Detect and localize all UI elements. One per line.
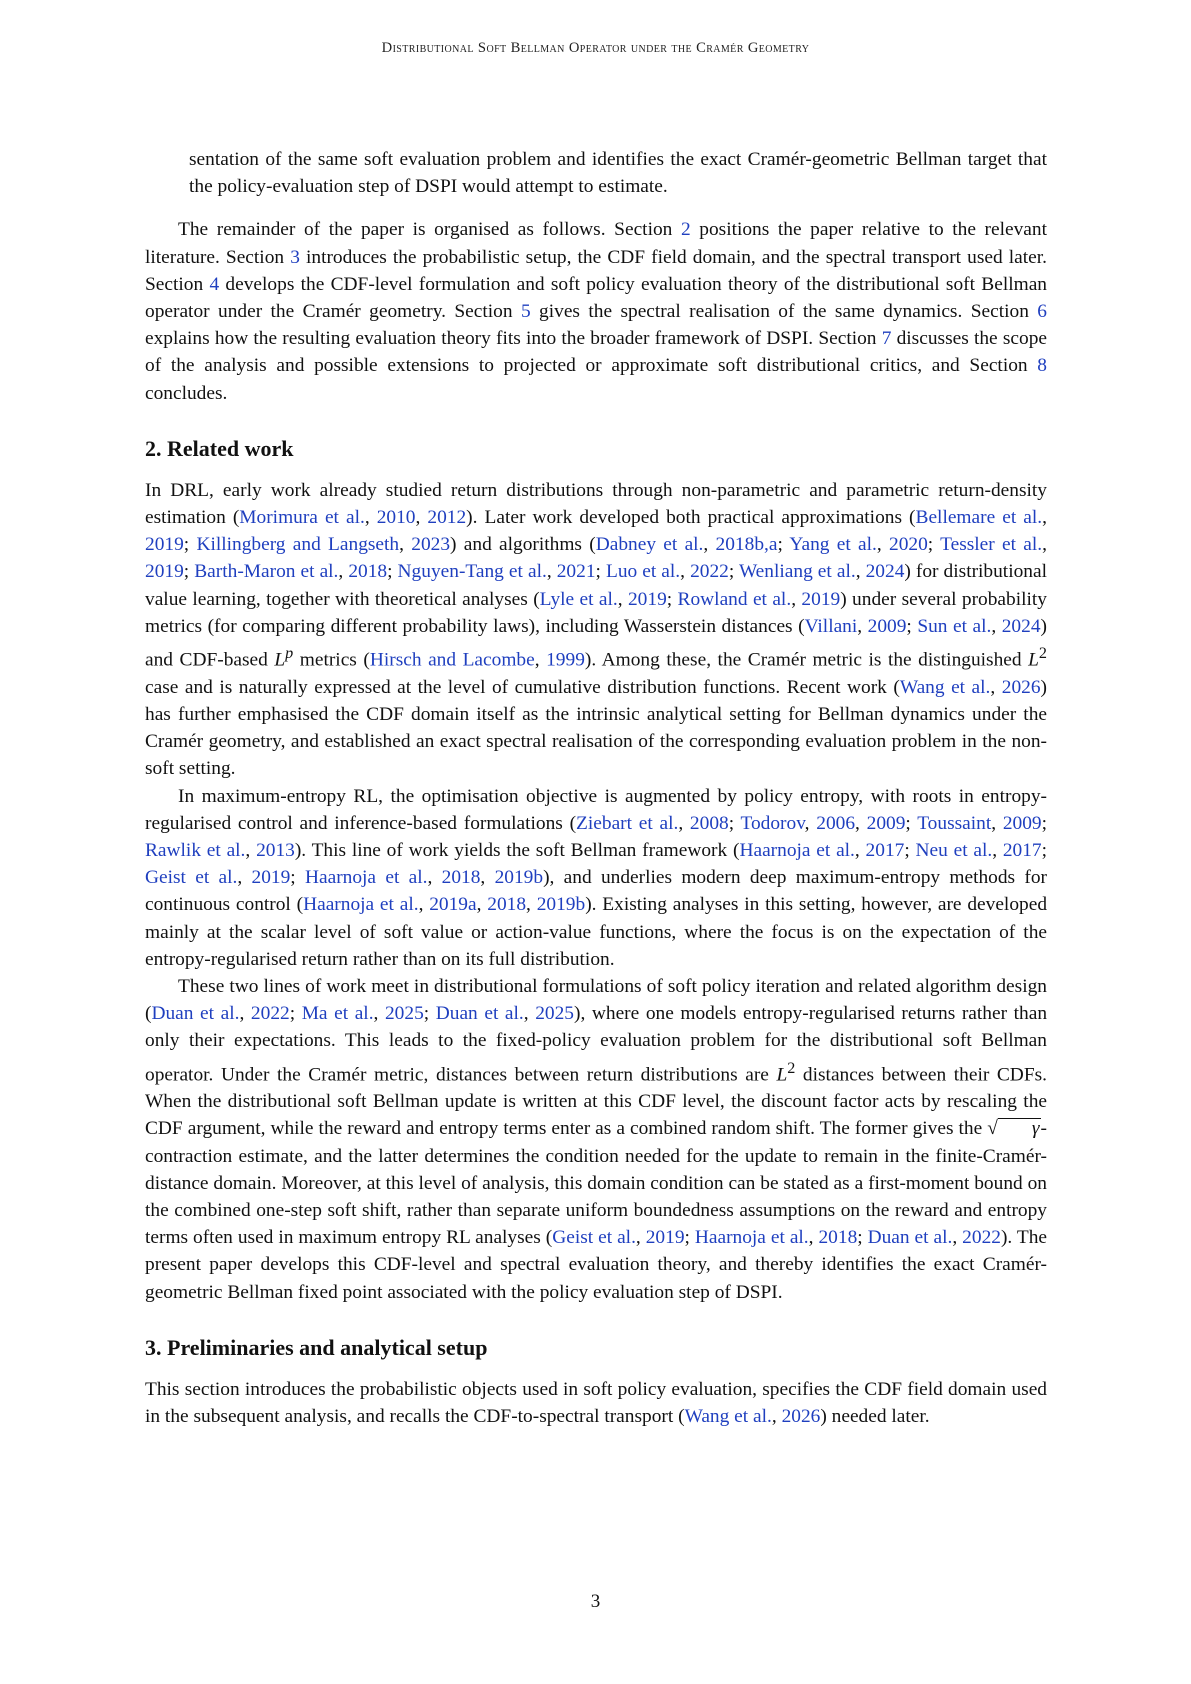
section-ref-5[interactable]: 5 — [520, 301, 531, 323]
section-heading-preliminaries: 3. Preliminaries and analytical setup — [145, 1334, 488, 1360]
section-heading-related-work: 2. Related work — [145, 435, 294, 461]
citation[interactable]: Wang et al. — [684, 1406, 772, 1428]
citation[interactable]: Wang et al. — [899, 676, 991, 698]
citation[interactable]: 2022 — [962, 1227, 1001, 1249]
citation[interactable]: 2019 — [251, 867, 291, 889]
citation[interactable]: Barth-Maron et al. — [194, 561, 339, 583]
math-L: L — [1028, 649, 1039, 671]
citation[interactable]: 2009 — [867, 615, 907, 637]
related-work-paragraph-2: In maximum-entropy RL, the optimisation objective is augmented by policy entropy, with roots in entropy-regularised control and inference-based formulations (Ziebart et al., 2008; Todorov, 2006, 2009; Toussaint, 2009; Rawlik et al., 2013). This line of work yields the soft Bellman framework (Haarnoja et al., 2017; Neu et al., 2017; Geist et al., 2019; Haarnoja et al., 2018, 2019b), and underlies modern deep maximum-entropy methods for continuous control (Haarnoja et al., 2019a, 2018, 2019b). Existing analyses in this setting, however, are developed mainly at the scalar level of soft value or action-value functions, where the focus is on the expectation of the entropy-regularised return rather than on its full distribution. — [145, 785, 1048, 970]
citation[interactable]: 2018b,a — [715, 534, 778, 556]
related-work-paragraph-1: In DRL, early work already studied return distributions through non-parametric and parametric return-density estimation (Morimura et al., 2010, 2012). Later work developed both practical approximations (Bellemare et al., 2019; Killingberg and Langseth, 2023) and algorithms (Dabney et al., 2018b,a; Yang et al., 2020; Tessler et al., 2019; Barth-Maron et al., 2018; Nguyen-Tang et al., 2021; Luo et al., 2022; Wenliang et al., 2024) for distributional value learning, together with theoretical analyses (Lyle et al., 2019; Rowland et al., 2019) under several probability metrics (for comparing different probability laws), including Wasserstein distances (Villani, 2009; Sun et al., 2024) and CDF-based $L^p$ metrics (Hirsch and Lacombe, 1999). Among these, the Cramér metric is the distinguished $L^2$ case and is naturally expressed at the level of cumulative distribution functions. Recent work (Wang et al., 2026) has further emphasised the CDF domain itself as the intrinsic analytical setting for Bellman dynamics under the Cramér geometry, and established an exact spectral realisation of the corresponding evaluation problem in the non-soft setting. — [145, 479, 1047, 780]
section-ref-6[interactable]: 6 — [1037, 301, 1047, 323]
running-head — [0, 40, 1191, 57]
math-L: L — [776, 1064, 788, 1086]
citation[interactable]: 2017 — [865, 839, 905, 861]
citation[interactable]: Haarnoja et al. — [303, 894, 419, 916]
citation[interactable]: Haarnoja et al. — [739, 839, 855, 861]
math-gamma: γ — [1031, 1118, 1040, 1140]
citation[interactable]: Duan et al. — [867, 1227, 953, 1249]
citation[interactable]: 2022 — [690, 561, 729, 583]
section-ref-2[interactable]: 2 — [680, 219, 691, 241]
citation[interactable]: Ziebart et al. — [576, 812, 679, 834]
citation[interactable]: 2025 — [535, 1003, 574, 1025]
math-superscript: 2 — [1038, 645, 1047, 663]
citation[interactable]: 2019 — [145, 534, 184, 556]
citation[interactable]: Luo et al. — [605, 561, 681, 583]
citation[interactable]: Bellemare et al. — [915, 507, 1043, 529]
math-superscript: 2 — [787, 1059, 796, 1077]
citation[interactable]: Duan et al. — [435, 1003, 524, 1025]
citation[interactable]: Morimura et al. — [239, 507, 365, 529]
citation[interactable]: 2019 — [145, 561, 184, 583]
citation[interactable]: 2022 — [250, 1003, 290, 1025]
citation[interactable]: Geist et al. — [145, 867, 238, 889]
citation[interactable]: 2024 — [1001, 615, 1041, 637]
continued-paragraph: sentation of the same soft evaluation problem and identifies the exact Cramér-geometric Bellman target that the policy-evaluation step of DSPI would attempt to estimate. — [189, 149, 1047, 198]
citation[interactable]: Wenliang et al. — [738, 561, 856, 583]
section-ref-7[interactable]: 7 — [881, 328, 892, 350]
citation[interactable]: Neu et al. — [915, 839, 993, 861]
citation[interactable]: 2019 — [645, 1227, 685, 1249]
section-ref-8[interactable]: 8 — [1037, 355, 1047, 377]
citation[interactable]: Haarnoja et al. — [694, 1227, 809, 1249]
citation[interactable]: Rawlik et al. — [145, 839, 246, 861]
citation[interactable]: 2019b — [536, 894, 586, 916]
citation[interactable]: Killingberg and Langseth — [196, 534, 400, 556]
citation[interactable]: Villani — [804, 615, 858, 637]
citation[interactable]: 2020 — [889, 534, 928, 556]
citation[interactable]: 2024 — [865, 561, 905, 583]
citation[interactable]: 2018 — [441, 867, 481, 889]
citation[interactable]: 2018 — [818, 1227, 858, 1249]
citation[interactable]: Geist et al. — [552, 1227, 636, 1249]
preliminaries-paragraph-1: This section introduces the probabilistic objects used in soft policy evaluation, specifies the CDF field domain used in the subsequent analysis, and recalls the CDF-to-spectral transport (Wang et al., 2026) needed later. — [145, 1378, 1047, 1428]
citation[interactable]: 2017 — [1002, 839, 1042, 861]
citation[interactable]: 2018 — [487, 894, 527, 916]
citation[interactable]: 2018 — [348, 561, 388, 583]
citation[interactable]: Haarnoja et al. — [304, 867, 428, 889]
citation[interactable]: 2013 — [256, 839, 295, 861]
citation[interactable]: Dabney et al. — [595, 534, 704, 556]
citation[interactable]: Rowland et al. — [677, 588, 792, 610]
citation[interactable]: Sun et al. — [917, 615, 992, 637]
citation[interactable]: Yang et al. — [789, 534, 877, 556]
citation[interactable]: Toussaint — [917, 812, 992, 834]
citation[interactable]: 1999 — [546, 649, 585, 671]
math-sqrt-gamma — [987, 1118, 1040, 1139]
math-L: L — [274, 649, 286, 671]
section-ref-4[interactable]: 4 — [209, 273, 220, 295]
citation[interactable]: 2021 — [556, 561, 596, 583]
math-superscript: p — [285, 645, 294, 663]
citation[interactable]: 2019 — [627, 588, 667, 610]
citation[interactable]: Hirsch and Lacombe — [369, 649, 535, 671]
citation[interactable]: 2006 — [816, 812, 856, 834]
citation[interactable]: 2010 — [376, 507, 416, 529]
related-work-paragraph-3: These two lines of work meet in distributional formulations of soft policy iteration and related algorithm design (Duan et al., 2022; Ma et al., 2025; Duan et al., 2025), where one models entropy-regularised returns rather than only their expectations. This leads to the fixed-policy evaluation problem for the distributional soft Bellman operator. Under the Cramér metric, distances between return distributions are $L^2$ distances between their CDFs. When the distributional soft Bellman update is written at this CDF level, the discount factor acts by rescaling the CDF argument, while the reward and entropy terms enter as a combined random shift. The former gives the √ γ-contraction estimate, and the latter determines the condition needed for the update to remain in the finite-Cramér-distance domain. Moreover, at this level of analysis, this domain condition can be stated as a first-moment bound on the combined one-step soft shift, rather than separate uniform boundedness assumptions on the reward and entropy terms often used in maximum entropy RL analyses (Geist et al., 2019; Haarnoja et al., 2018; Duan et al., 2022). The present paper develops this CDF-level and spectral evaluation theory, and thereby identifies the exact Cramér-geometric Bellman fixed point associated with the policy evaluation step of DSPI. — [145, 975, 1048, 1303]
sqrt-symbol: √ — [987, 1118, 998, 1140]
outline-paragraph: The remainder of the paper is organised as follows. Section 2 positions the paper relative to the relevant literature. Section 3 introduces the probabilistic setup, the CDF field domain, and the spectral transport used later. Section 4 develops the CDF-level formulation and soft policy evaluation theory of the distributional soft Bellman operator under the Cramér geometry. Section 5 gives the spectral realisation of the same dynamics. Section 6 explains how the resulting evaluation theory fits into the broader framework of DSPI. Section 7 discusses the scope of the analysis and possible extensions to projected or approximate soft distributional critics, and Section 8 concludes. — [145, 219, 1048, 404]
citation[interactable]: Ma et al. — [301, 1003, 374, 1025]
citation[interactable]: 2019b — [494, 867, 544, 889]
citation[interactable]: Nguyen-Tang et al. — [397, 561, 547, 583]
citation[interactable]: Duan et al. — [151, 1003, 240, 1025]
citation[interactable]: Todorov — [740, 812, 805, 834]
citation[interactable]: 2023 — [411, 534, 451, 556]
citation[interactable]: 2019 — [801, 588, 841, 610]
running-head-text: Distributional Soft Bellman Operator under the Cramér Geometry — [381, 40, 810, 56]
citation[interactable]: Lyle et al. — [539, 588, 618, 610]
citation[interactable]: 2026 — [781, 1406, 821, 1428]
citation[interactable]: Tessler et al. — [940, 534, 1043, 556]
citation[interactable]: 2009 — [866, 812, 906, 834]
citation[interactable]: 2026 — [1001, 676, 1041, 698]
page-number: 3 — [590, 1591, 601, 1612]
section-ref-3[interactable]: 3 — [290, 246, 300, 268]
page-body — [145, 146, 1047, 1430]
citation[interactable]: 2008 — [689, 812, 729, 834]
citation[interactable]: 2019a — [429, 894, 477, 916]
citation[interactable]: 2025 — [384, 1003, 424, 1025]
citation[interactable]: 2012 — [427, 507, 467, 529]
citation[interactable]: 2009 — [1002, 812, 1042, 834]
